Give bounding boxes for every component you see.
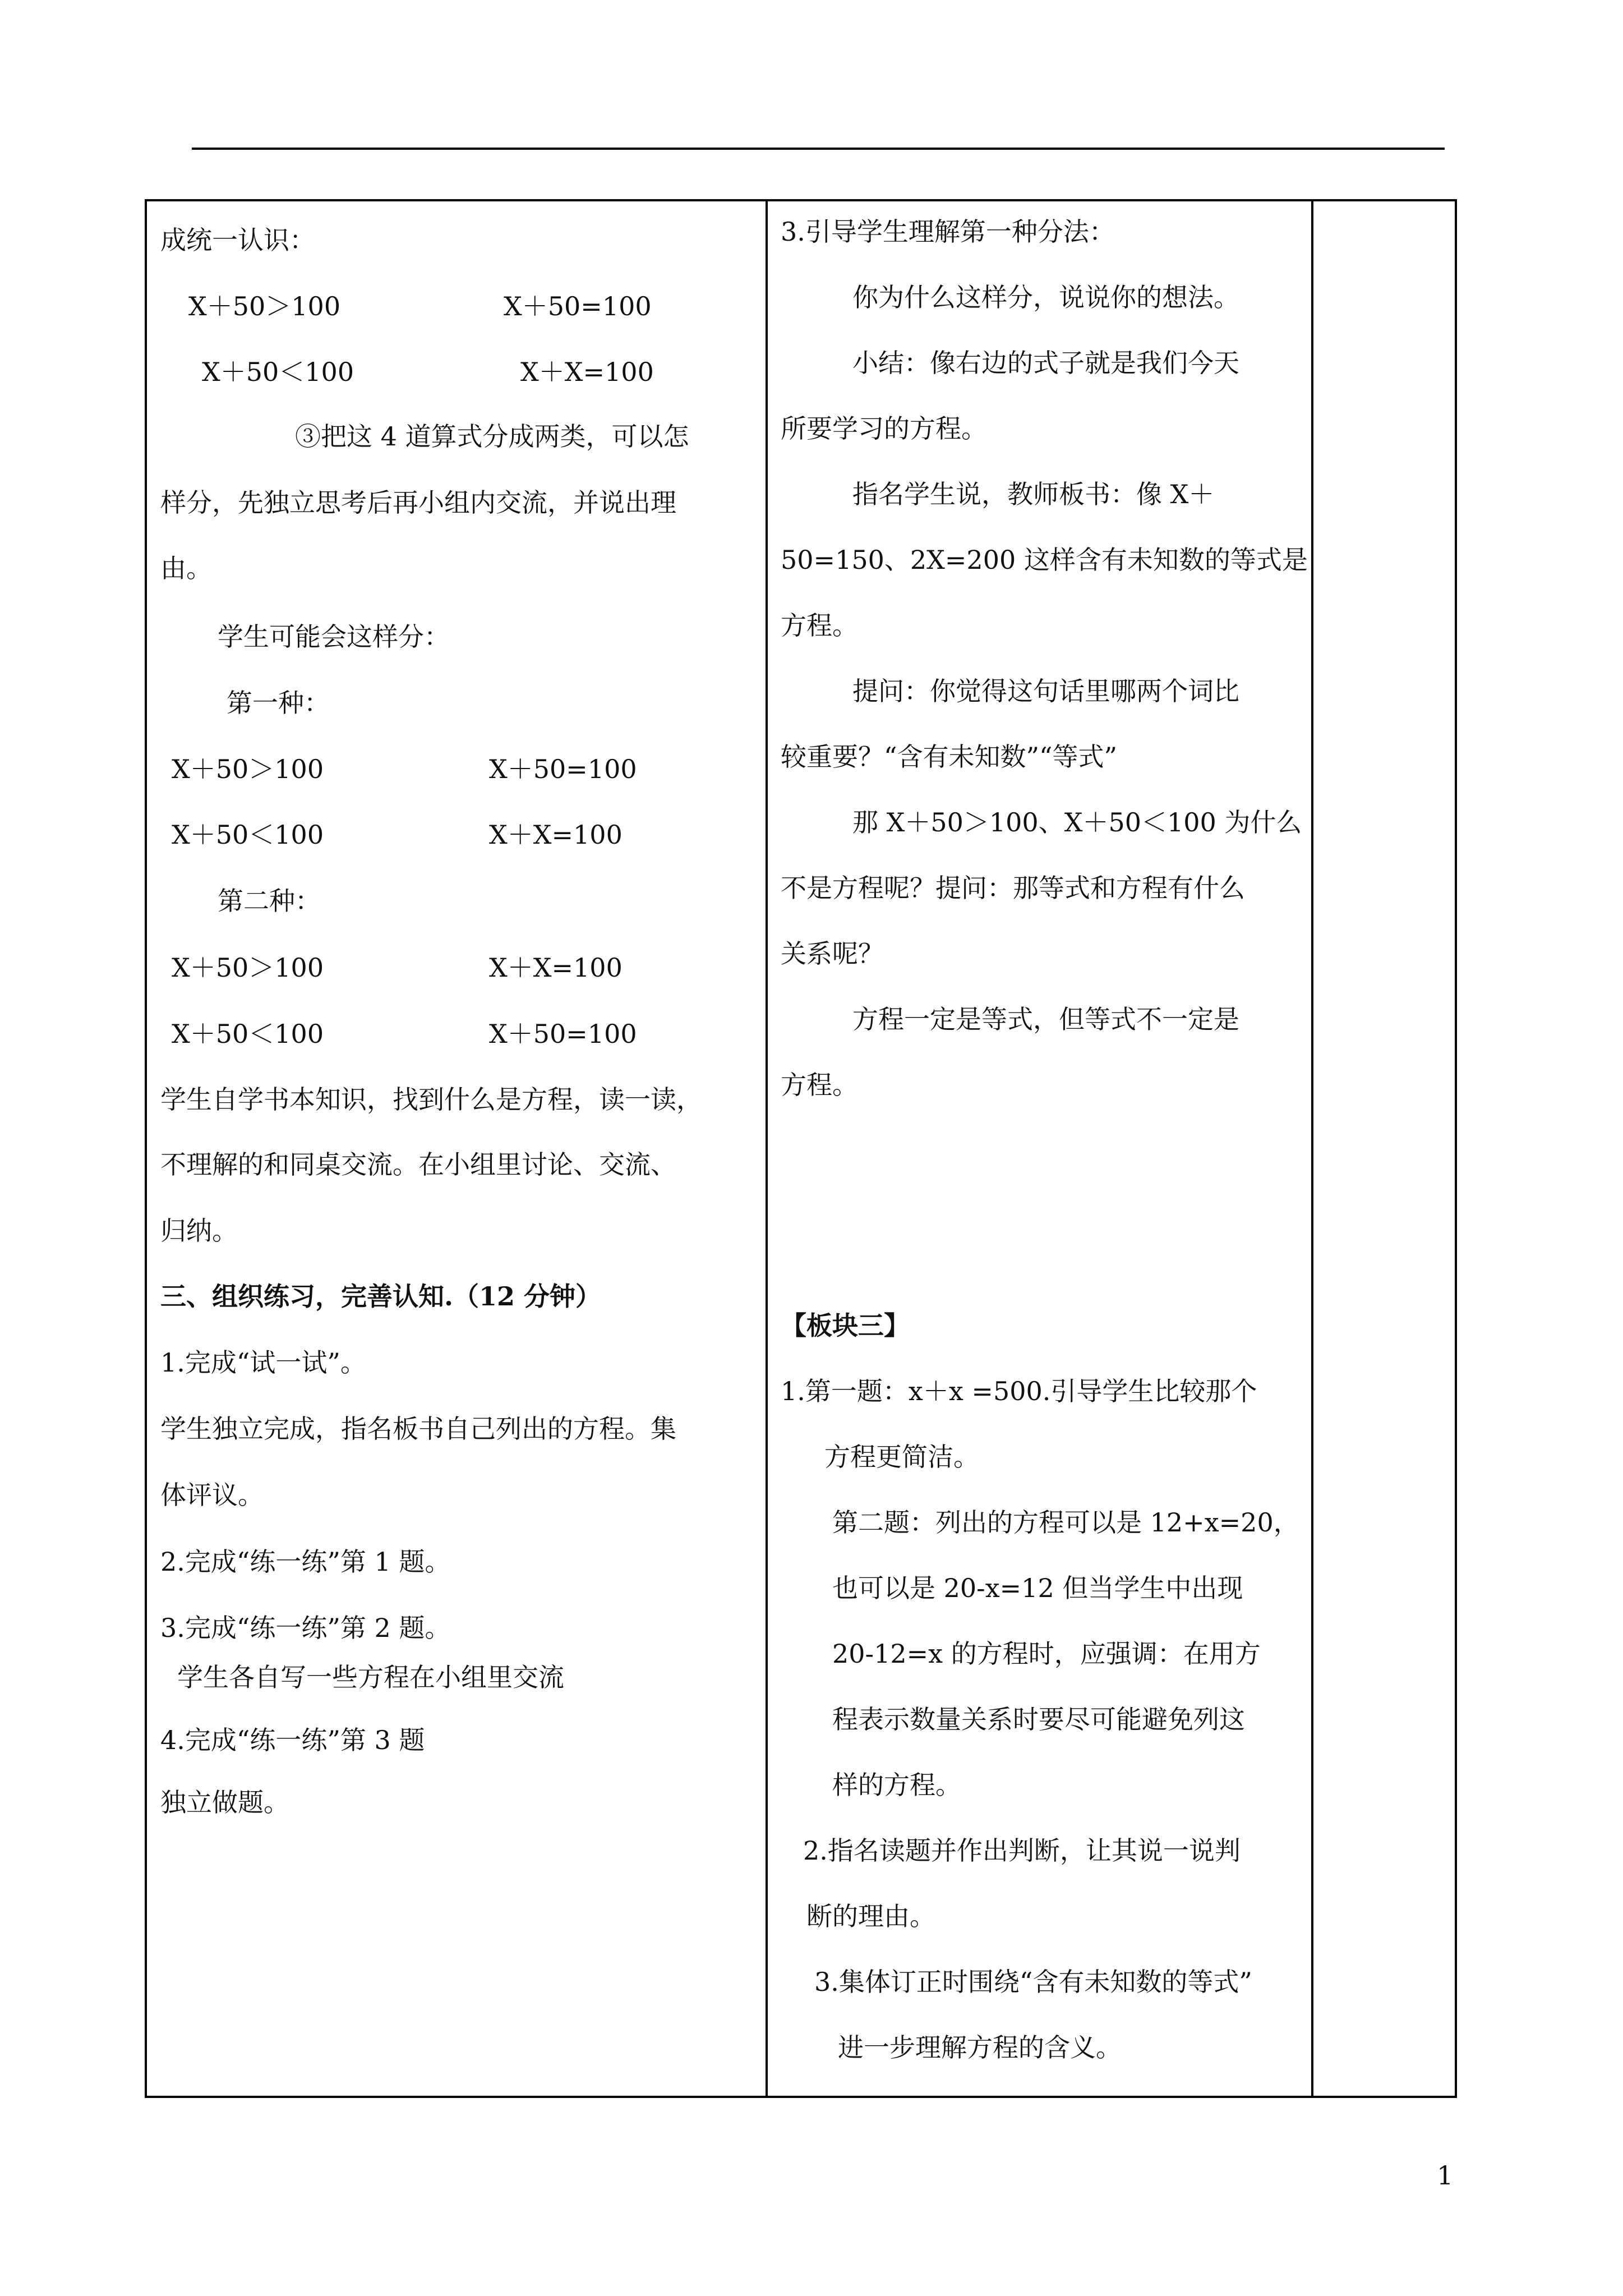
text-line: 3.集体订正时围绕“含有未知数的等式” xyxy=(814,1967,1252,1997)
equation: X＋50＜100 xyxy=(172,820,324,850)
text-line: 由。 xyxy=(160,553,212,583)
text-line: 20-12=x 的方程时，应强调：在用方 xyxy=(832,1639,1261,1669)
equation: X＋X=100 xyxy=(489,953,623,983)
equation: X＋50=100 xyxy=(489,1019,637,1049)
text-line: 程表示数量关系时要尽可能避免列这 xyxy=(832,1704,1245,1734)
column-divider-2 xyxy=(1311,199,1313,2098)
text-line: 3.完成“练一练”第 2 题。 xyxy=(160,1613,451,1643)
text-line: 方程更简洁。 xyxy=(824,1442,979,1472)
text-line: 体评议。 xyxy=(160,1480,264,1510)
text-line: 50=150、2X=200 这样含有未知数的等式是 xyxy=(781,545,1308,575)
section-heading: 三、组织练习，完善认知.（12 分钟） xyxy=(160,1281,602,1312)
text-line: 学生可能会这样分： xyxy=(218,622,450,652)
text-line: 所要学习的方程。 xyxy=(781,413,987,444)
text-line: 那 X＋50＞100、X＋50＜100 为什么 xyxy=(852,807,1302,838)
column-divider-1 xyxy=(766,199,768,2098)
text-line: 你为什么这样分，说说你的想法。 xyxy=(852,282,1239,312)
text-line: ③把这 4 道算式分成两类，可以怎 xyxy=(295,421,689,452)
text-line: 较重要？“含有未知数”“等式” xyxy=(781,742,1118,772)
section-heading: 【板块三】 xyxy=(781,1310,910,1341)
header-rule xyxy=(192,148,1445,150)
text-line: 样分，先独立思考后再小组内交流，并说出理 xyxy=(160,487,676,518)
text-line: 4.完成“练一练”第 3 题 xyxy=(160,1725,425,1755)
text-line: 2.完成“练一练”第 1 题。 xyxy=(160,1547,451,1577)
equation: X＋50=100 xyxy=(489,754,637,784)
text-line: 第一种： xyxy=(227,688,330,718)
text-line: 1.第一题：x＋x =500.引导学生比较那个 xyxy=(781,1376,1257,1406)
text-line: 独立做题。 xyxy=(160,1787,289,1818)
text-line: 3.引导学生理解第一种分法： xyxy=(781,217,1115,247)
text-line: 也可以是 20-x=12 但当学生中出现 xyxy=(832,1573,1243,1603)
equation: X＋50＞100 xyxy=(172,953,324,983)
text-line: 断的理由。 xyxy=(806,1901,935,1931)
text-line: 学生独立完成，指名板书自己列出的方程。集 xyxy=(160,1414,676,1444)
text-line: 指名学生说，教师板书：像 X＋ xyxy=(852,479,1215,509)
text-line: 关系呢？ xyxy=(781,938,884,969)
text-line: 学生各自写一些方程在小组里交流 xyxy=(177,1662,564,1692)
equation: X＋X=100 xyxy=(520,357,654,387)
text-line: 归纳。 xyxy=(160,1216,238,1246)
equation: X＋50＜100 xyxy=(172,1019,324,1049)
text-line: 不是方程呢？提问：那等式和方程有什么 xyxy=(781,873,1245,903)
page-number: 1 xyxy=(1437,2160,1454,2191)
text-line: 第二题：列出的方程可以是 12+x=20， xyxy=(832,1507,1299,1538)
equation: X＋50＞100 xyxy=(188,291,341,321)
text-line: 方程。 xyxy=(781,1070,858,1100)
text-line: 方程。 xyxy=(781,610,858,641)
text-line: 不理解的和同桌交流。在小组里讨论、交流、 xyxy=(160,1149,676,1180)
text-line: 小结：像右边的式子就是我们今天 xyxy=(852,348,1239,378)
text-line: 进一步理解方程的含义。 xyxy=(838,2032,1122,2063)
text-line: 方程一定是等式，但等式不一定是 xyxy=(852,1004,1239,1034)
text-line: 样的方程。 xyxy=(832,1770,961,1800)
equation: X＋50＞100 xyxy=(172,754,324,784)
equation: X＋50=100 xyxy=(504,291,652,321)
text-line: 第二种： xyxy=(218,886,321,916)
text-line: 成统一认识： xyxy=(160,225,315,255)
equation: X＋50＜100 xyxy=(202,357,354,387)
text-line: 1.完成“试一试”。 xyxy=(160,1347,366,1378)
text-line: 2.指名读题并作出判断，让其说一说判 xyxy=(803,1835,1241,1866)
text-line: 提问：你觉得这句话里哪两个词比 xyxy=(852,676,1239,706)
text-line: 学生自学书本知识，找到什么是方程，读一读， xyxy=(160,1084,702,1115)
equation: X＋X=100 xyxy=(489,820,623,850)
